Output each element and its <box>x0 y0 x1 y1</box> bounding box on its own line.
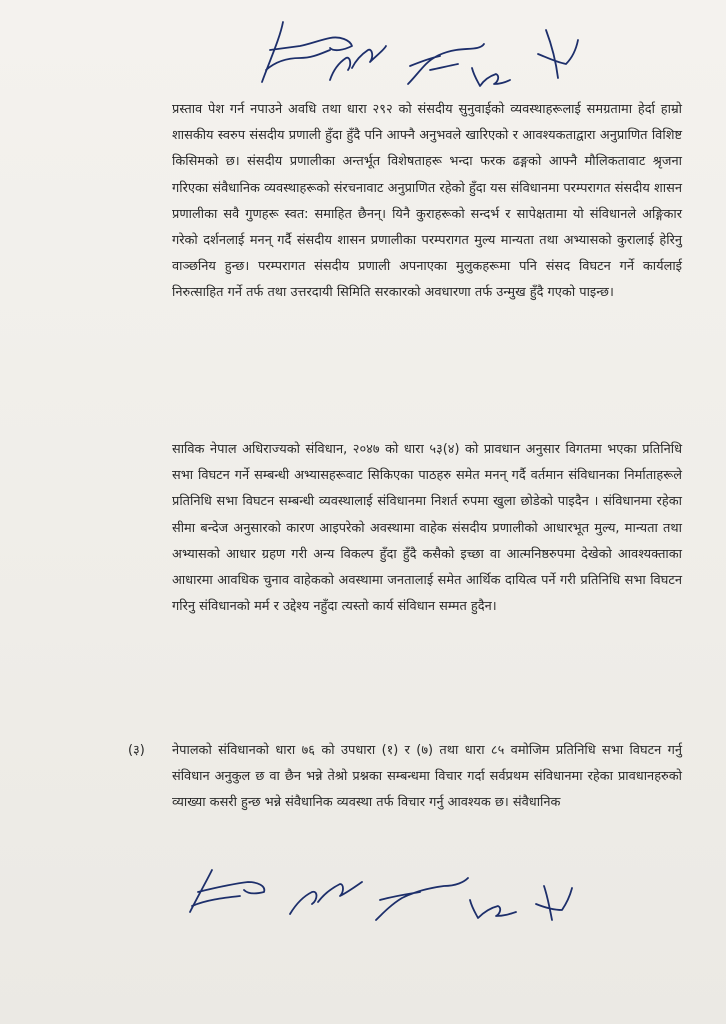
signature-1-bottom <box>190 870 264 912</box>
signature-5-bottom <box>536 886 572 920</box>
paragraph-1: प्रस्ताव पेश गर्न नपाउने अवधि तथा धारा २९२ को संसदीय सुनुवाईको व्यवस्थाहरूलाई समग्रतामा हेर्दा हाम्रो शासकीय स्वरुप संसदीय प्रणाली हुँदा हुँदै पनि आफ्नै अनुभवले खारिएको र आवश्यकताद्वारा अनुप्राणित विशिष्ट किसिमको छ। संसदीय प्रणालीका अन्तर्भूत विशेषताहरू भन्दा फरक ढङ्गको आफ्नै मौलिकतावाट श्रृजना गरिएका संवैधानिक व्यवस्थाहरूको संरचनावाट अनुप्राणित रहेको हुँदा यस संविधानमा परम्परागत संसदीय शासन प्रणालीका सवै गुणहरू स्वत: समाहित छैनन्। यिनै कुराहरूको सन्दर्भ र सापेक्षतामा यो संविधानले अङ्गिकार गरेको दर्शनलाई मनन् गर्दै संसदीय शासन प्रणालीका परम्परागत मुल्य मान्यता तथा अभ्यासको कुरालाई हेरिनु वाञ्छनिय हुन्छ। परम्परागत संसदीय प्रणाली अपनाएका मुलुकहरूमा पनि संसद विघटन गर्ने कार्यलाई निरुत्साहित गर्ने तर्फ तथा उत्तरदायी सिमिति सरकारको अवधारणा तर्फ उन्मुख हुँदै गएको पाइन्छ। <box>172 102 682 301</box>
signature-4 <box>472 68 510 86</box>
signature-2-bottom <box>290 882 362 914</box>
signature-4-bottom <box>470 900 516 918</box>
paragraph-3: नेपालको संविधानको धारा ७६ को उपधारा (१) र (७) तथा धारा ८५ वमोजिम प्रतिनिधि सभा विघटन गर्नु संविधान अनुकुल छ वा छैन भन्ने तेश्रो प्रश्नका सम्बन्धमा विचार गर्दा सर्वप्रथम संविधानमा रहेका प्रावधानहरुको व्याख्या कसरी हुन्छ भन्ने संवैधानिक व्यवस्था तर्फ विचार गर्नु आवश्यक छ। संवैधानिक <box>172 743 682 811</box>
signature-5 <box>538 30 578 78</box>
signature-3-bottom <box>376 878 468 920</box>
signatures-top <box>0 10 726 90</box>
signatures-bottom-svg <box>0 848 726 928</box>
paragraph-2: साविक नेपाल अधिराज्यको संविधान, २०४७ को धारा ५३(४) को प्रावधान अनुसार विगतमा भएका प्रतिनिधि सभा विघटन गर्ने सम्बन्धी अभ्यासहरूवाट सिकिएका पाठहरु समेत मनन् गर्दै वर्तमान संविधानका निर्माताहरूले प्रतिनिधि सभा विघटन सम्बन्धी व्यवस्थालाई संविधानमा निशर्त रुपमा खुला छोडेको पाइदैन । संविधानमा रहेका सीमा बन्देज अनुसारको कारण आइपरेको अवस्थामा वाहेक संसदीय प्रणालीको आधारभूत मुल्य, मान्यता तथा अभ्यासको आधार ग्रहण गरी अन्य विकल्प हुँदा हुँदै कसैको इच्छा वा आत्मनिष्ठरुपमा देखेको आवश्यक्ताका आधारमा आवधिक चुनाव वाहेकको अवस्थामा जनतालाई समेत आर्थिक दायित्व पर्ने गरी प्रतिनिधि सभा विघटन गरिनु संविधानको मर्म र उद्देश्य नहुँदा त्यस्तो कार्य संविधान सम्मत हुदैन। <box>172 442 682 615</box>
signatures-top-svg <box>0 10 726 90</box>
signature-2 <box>330 46 386 80</box>
signature-3 <box>408 44 484 84</box>
paragraph-3-number: (३) <box>128 743 145 758</box>
signature-1 <box>262 22 352 82</box>
signatures-bottom <box>0 848 726 928</box>
